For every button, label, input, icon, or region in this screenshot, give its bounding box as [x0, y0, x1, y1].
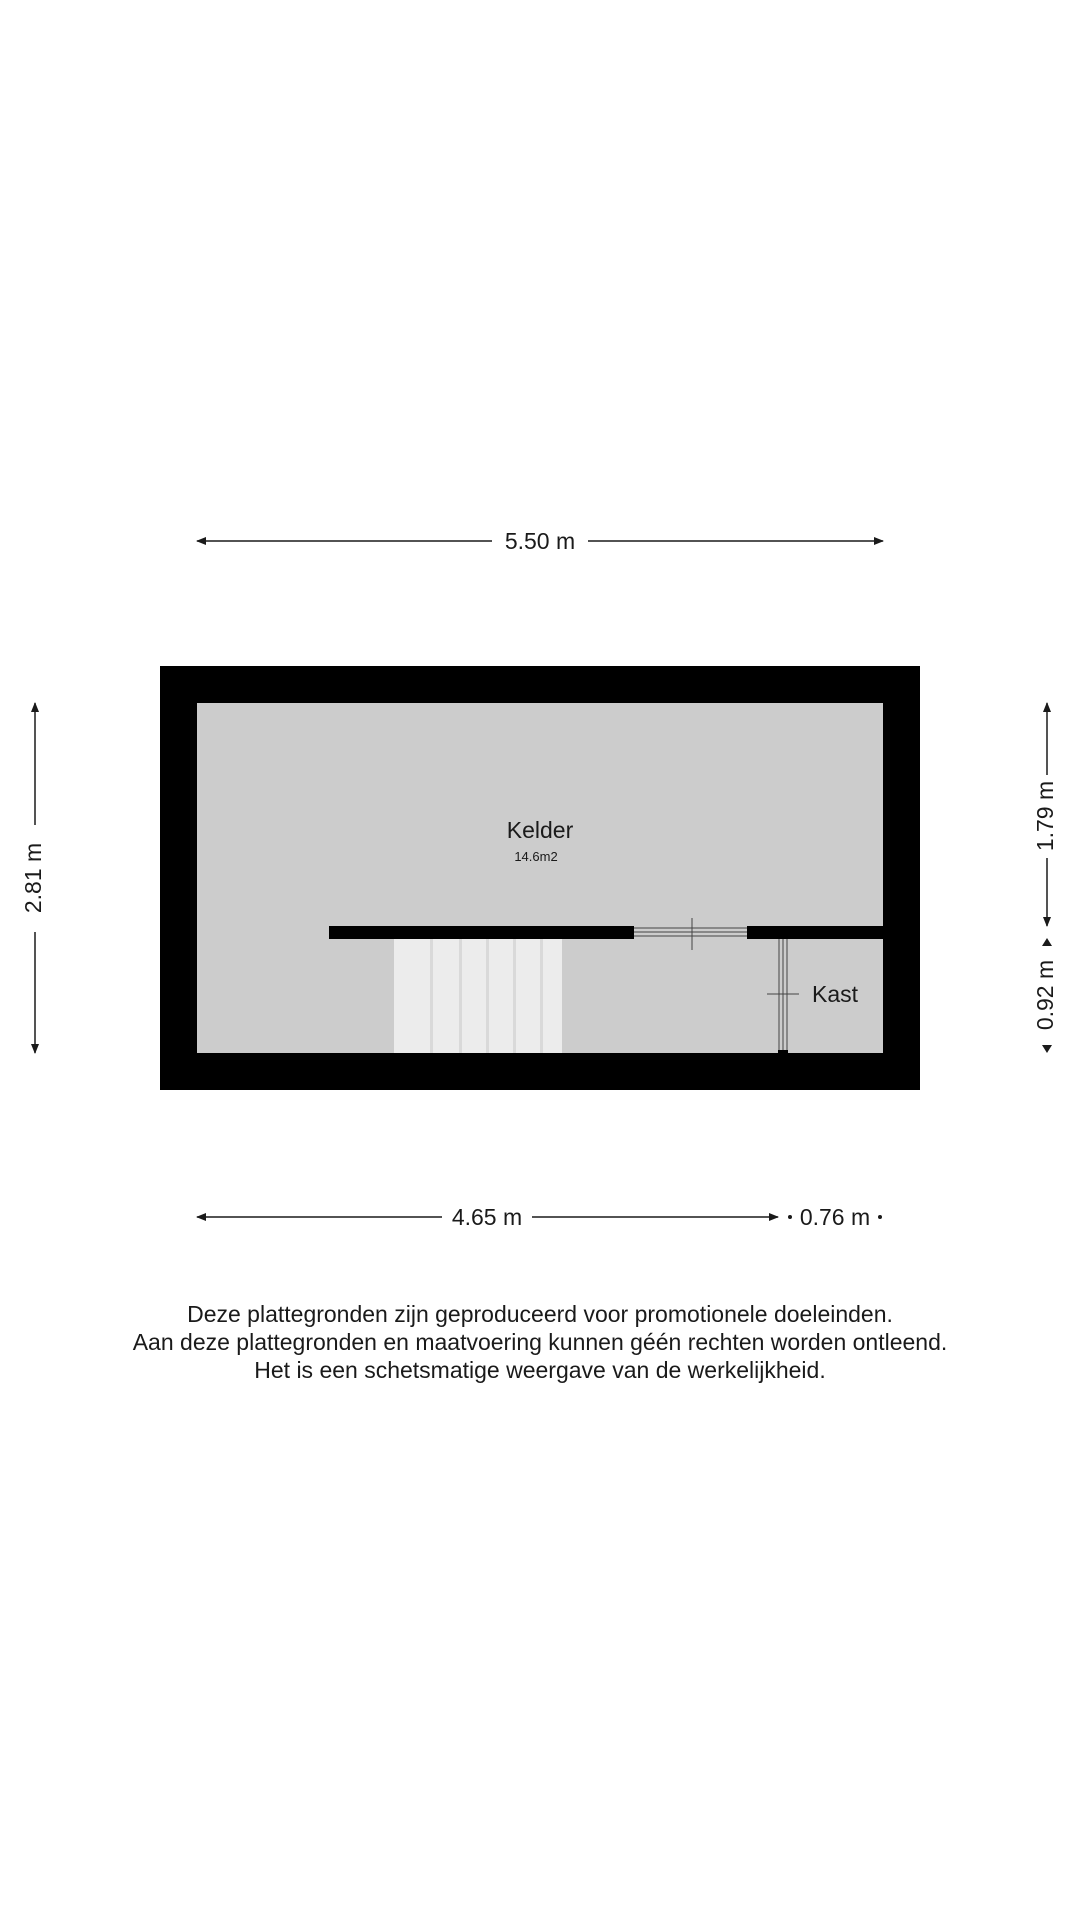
dimension-bottom-main-label: 4.65 m [451, 1204, 523, 1230]
dimension-right-upper [1032, 703, 1058, 926]
disclaimer-line-2: Aan deze plattegronden en maatvoering kunnen géén rechten worden ontleend. [132, 1329, 948, 1355]
dimension-top-label: 5.50 m [504, 528, 576, 554]
kelder-area: 14.6m2 [514, 849, 558, 864]
dimension-bottom-right-label: 0.76 m [799, 1204, 871, 1230]
interior-wall-left [329, 926, 634, 939]
dimension-top [197, 528, 883, 554]
kast-label: Kast [811, 981, 859, 1007]
kelder-label: Kelder [506, 817, 574, 843]
dimension-bottom-right [788, 1204, 882, 1230]
dimension-left-label: 2.81 m [20, 842, 47, 914]
dimension-right-lower-label: 0.92 m [1032, 959, 1059, 1031]
dimension-bottom-main [197, 1204, 778, 1230]
disclaimer [0, 1300, 1080, 1384]
disclaimer-line-3: Het is een schetsmatige weergave van de werkelijkheid. [254, 1357, 826, 1383]
dimension-left [20, 703, 46, 1053]
interior-wall-right [747, 926, 883, 939]
dimension-right-lower [1032, 938, 1058, 1053]
dimension-right-upper-label: 1.79 m [1032, 780, 1059, 852]
staircase [394, 938, 562, 1053]
disclaimer-line-1: Deze plattegronden zijn geproduceerd voor promotionele doeleinden. [187, 1301, 893, 1327]
